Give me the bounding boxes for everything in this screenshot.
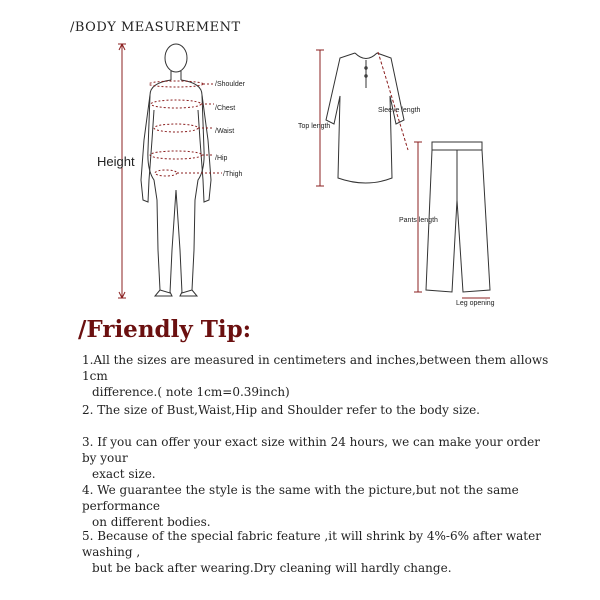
tip-line-2: but be back after wearing.Dry cleaning will hardly change.	[92, 561, 452, 575]
body-measure-guides	[149, 81, 222, 176]
body-silhouette	[141, 44, 211, 296]
tip-number: 4.	[82, 483, 94, 497]
tip-item-5	[82, 528, 552, 576]
height-label: Height	[97, 154, 135, 169]
tip-item-3	[82, 434, 552, 482]
tip-item-1	[82, 352, 552, 400]
top-length-line	[316, 50, 324, 186]
shoulder-label: /Shoulder	[215, 81, 245, 88]
tip-item-2	[82, 402, 552, 418]
pants-length-label: Pants length	[399, 217, 438, 224]
sleeve-length-label: Sleeve length	[378, 107, 421, 114]
tip-number: 5.	[82, 529, 94, 543]
tip-line-1: All the sizes are measured in centimeters and inches,between them allows 1cm	[82, 353, 549, 383]
tip-line-1: Because of the special fabric feature ,it will shrink by 4%-6% after water washing ,	[82, 529, 541, 559]
tip-line-1: If you can offer your exact size within 24 hours, we can make your order by your	[82, 435, 540, 465]
waist-guide	[154, 124, 198, 132]
tip-line-1: The size of Bust,Waist,Hip and Shoulder refer to the body size.	[97, 403, 480, 417]
hip-label: /Hip	[215, 155, 228, 162]
tip-number: 1.	[82, 353, 94, 367]
tip-line-1: We guarantee the style is the same with the picture,but not the same performance	[82, 483, 519, 513]
tip-line-2: difference.( note 1cm=0.39inch)	[92, 385, 290, 399]
height-line	[118, 44, 126, 298]
page-title: /BODY MEASUREMENT	[70, 20, 241, 35]
tip-line-2: exact size.	[92, 467, 156, 481]
tip-number: 3.	[82, 435, 94, 449]
tips-heading: /Friendly Tip:	[78, 316, 252, 343]
top-length-label: Top length	[298, 123, 331, 130]
thigh-guide	[155, 170, 177, 176]
tip-number: 2.	[82, 403, 94, 417]
leg-opening-label: Leg opening	[456, 300, 495, 307]
waist-label: /Waist	[215, 128, 235, 135]
tip-line-2: on different bodies.	[92, 515, 211, 529]
chest-label: /Chest	[215, 105, 236, 112]
top-garment	[326, 53, 404, 183]
tip-item-4	[82, 482, 552, 530]
thigh-label: /Thigh	[223, 171, 243, 178]
hip-guide	[150, 151, 202, 159]
chest-guide	[151, 100, 201, 108]
